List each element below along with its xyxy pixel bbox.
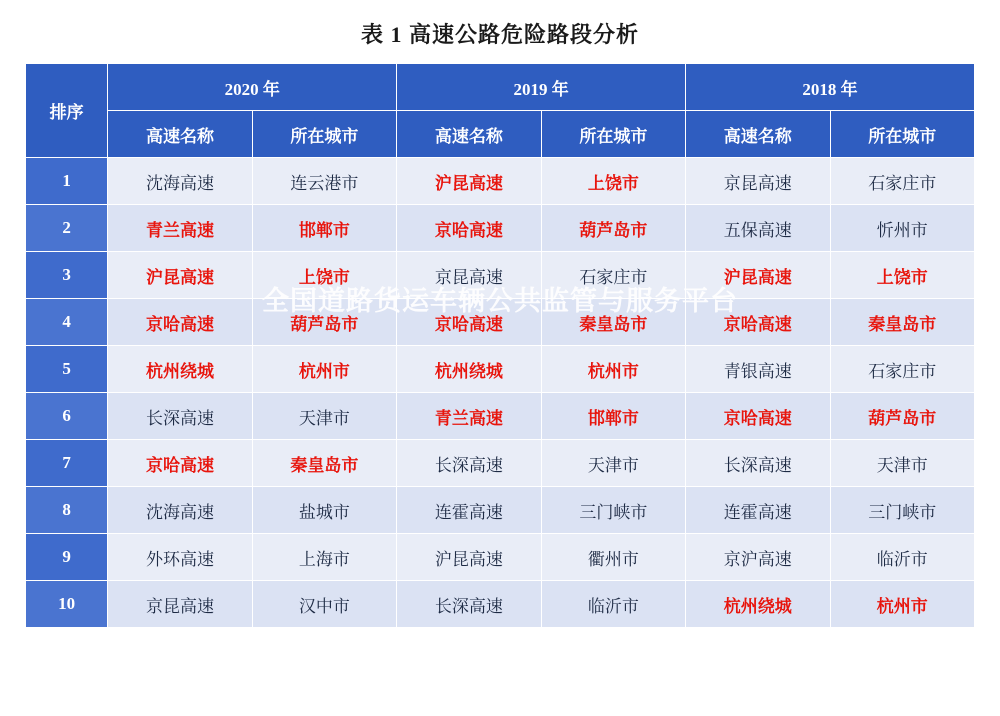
- row-rank: 5: [26, 346, 108, 393]
- cell-2018-highway-name: 青银高速: [686, 346, 830, 393]
- table-row: [26, 393, 975, 440]
- page-title: 表 1 高速公路危险路段分析: [360, 22, 639, 47]
- table-container: [25, 63, 975, 628]
- table-row: [26, 205, 975, 252]
- cell-2019-highway-name: 京昆高速: [397, 252, 541, 299]
- table-row: [26, 252, 975, 299]
- cell-2018-city: 天津市: [830, 440, 974, 487]
- cell-2019-highway-name: 沪昆高速: [397, 158, 541, 205]
- header-2020-city: 所在城市: [252, 111, 396, 158]
- cell-2020-highway-name: 青兰高速: [108, 205, 252, 252]
- cell-2019-city: 天津市: [541, 440, 685, 487]
- cell-2019-city: 秦皇岛市: [541, 299, 685, 346]
- cell-2020-highway-name: 沈海高速: [108, 487, 252, 534]
- cell-2020-city: 秦皇岛市: [252, 440, 396, 487]
- cell-2019-highway-name: 连霍高速: [397, 487, 541, 534]
- cell-2020-highway-name: 杭州绕城: [108, 346, 252, 393]
- watermark-text: 全国道路货运车辆公共监管与服务平台: [262, 286, 738, 316]
- cell-2020-highway-name: 京昆高速: [108, 581, 252, 628]
- cell-2020-city: 连云港市: [252, 158, 396, 205]
- cell-2019-city: 上饶市: [541, 158, 685, 205]
- header-year-2018: 2018 年: [686, 64, 975, 111]
- cell-2019-city: 三门峡市: [541, 487, 685, 534]
- cell-2019-city: 杭州市: [541, 346, 685, 393]
- cell-2019-highway-name: 青兰高速: [397, 393, 541, 440]
- table-header: [26, 64, 975, 158]
- table-row: [26, 440, 975, 487]
- cell-2018-city: 秦皇岛市: [830, 299, 974, 346]
- cell-2019-highway-name: 长深高速: [397, 440, 541, 487]
- cell-2020-city: 邯郸市: [252, 205, 396, 252]
- cell-2019-highway-name: 长深高速: [397, 581, 541, 628]
- cell-2020-city: 上海市: [252, 534, 396, 581]
- row-rank: 3: [26, 252, 108, 299]
- cell-2020-highway-name: 京哈高速: [108, 299, 252, 346]
- cell-2018-highway-name: 连霍高速: [686, 487, 830, 534]
- cell-2020-highway-name: 沈海高速: [108, 158, 252, 205]
- header-row-sub: [26, 111, 975, 158]
- header-2019-city: 所在城市: [541, 111, 685, 158]
- row-rank: 4: [26, 299, 108, 346]
- cell-2018-city: 忻州市: [830, 205, 974, 252]
- highway-risk-table: [25, 63, 975, 628]
- cell-2018-city: 杭州市: [830, 581, 974, 628]
- cell-2020-city: 天津市: [252, 393, 396, 440]
- table-row: [26, 346, 975, 393]
- cell-2018-city: 上饶市: [830, 252, 974, 299]
- cell-2019-highway-name: 京哈高速: [397, 299, 541, 346]
- row-rank: 10: [26, 581, 108, 628]
- table-row: [26, 581, 975, 628]
- cell-2019-highway-name: 京哈高速: [397, 205, 541, 252]
- row-rank: 7: [26, 440, 108, 487]
- cell-2020-city: 葫芦岛市: [252, 299, 396, 346]
- cell-2018-city: 石家庄市: [830, 158, 974, 205]
- row-rank: 8: [26, 487, 108, 534]
- cell-2018-highway-name: 沪昆高速: [686, 252, 830, 299]
- cell-2019-highway-name: 杭州绕城: [397, 346, 541, 393]
- cell-2019-city: 葫芦岛市: [541, 205, 685, 252]
- cell-2019-city: 临沂市: [541, 581, 685, 628]
- header-2018-city: 所在城市: [830, 111, 974, 158]
- cell-2018-highway-name: 京沪高速: [686, 534, 830, 581]
- cell-2019-city: 衢州市: [541, 534, 685, 581]
- cell-2018-city: 葫芦岛市: [830, 393, 974, 440]
- row-rank: 9: [26, 534, 108, 581]
- cell-2018-highway-name: 长深高速: [686, 440, 830, 487]
- header-rank: 排序: [26, 64, 108, 158]
- cell-2019-highway-name: 沪昆高速: [397, 534, 541, 581]
- cell-2018-highway-name: 京哈高速: [686, 393, 830, 440]
- cell-2018-highway-name: 京哈高速: [686, 299, 830, 346]
- row-rank: 2: [26, 205, 108, 252]
- row-rank: 1: [26, 158, 108, 205]
- header-year-2019: 2019 年: [397, 64, 686, 111]
- table-body: [26, 158, 975, 628]
- table-row: [26, 534, 975, 581]
- cell-2018-highway-name: 杭州绕城: [686, 581, 830, 628]
- cell-2020-highway-name: 长深高速: [108, 393, 252, 440]
- cell-2020-city: 上饶市: [252, 252, 396, 299]
- header-2019-highway-name: 高速名称: [397, 111, 541, 158]
- cell-2018-city: 石家庄市: [830, 346, 974, 393]
- header-year-2020: 2020 年: [108, 64, 397, 111]
- cell-2018-city: 临沂市: [830, 534, 974, 581]
- row-rank: 6: [26, 393, 108, 440]
- table-row: [26, 299, 975, 346]
- cell-2020-city: 汉中市: [252, 581, 396, 628]
- cell-2018-city: 三门峡市: [830, 487, 974, 534]
- cell-2020-city: 盐城市: [252, 487, 396, 534]
- cell-2018-highway-name: 五保高速: [686, 205, 830, 252]
- cell-2020-highway-name: 外环高速: [108, 534, 252, 581]
- table-row: [26, 158, 975, 205]
- cell-2020-highway-name: 京哈高速: [108, 440, 252, 487]
- cell-2018-highway-name: 京昆高速: [686, 158, 830, 205]
- cell-2020-city: 杭州市: [252, 346, 396, 393]
- header-2018-highway-name: 高速名称: [686, 111, 830, 158]
- cell-2020-highway-name: 沪昆高速: [108, 252, 252, 299]
- cell-2019-city: 邯郸市: [541, 393, 685, 440]
- header-row-years: [26, 64, 975, 111]
- header-2020-highway-name: 高速名称: [108, 111, 252, 158]
- table-row: [26, 487, 975, 534]
- cell-2019-city: 石家庄市: [541, 252, 685, 299]
